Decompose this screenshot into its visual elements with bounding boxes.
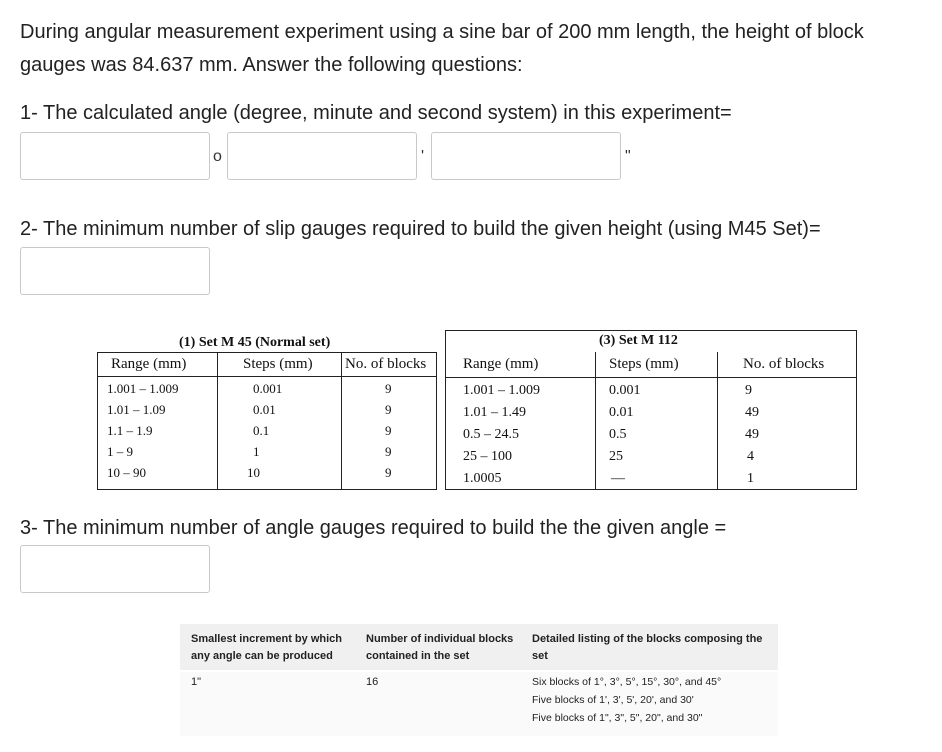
second-symbol: " bbox=[625, 148, 631, 165]
angle-listing-line: Five blocks of 1', 3', 5', 20', and 30' bbox=[532, 694, 694, 706]
degree-input[interactable] bbox=[20, 132, 210, 180]
set3-cell: 1.0005 bbox=[463, 471, 502, 486]
slip-gauge-sets-table bbox=[97, 330, 857, 490]
set3-cell: 0.5 bbox=[609, 427, 627, 442]
set1-cell: 1.001 – 1.009 bbox=[107, 381, 179, 396]
angle-header-increment-line2: any angle can be produced bbox=[191, 650, 333, 662]
angle-listing-line: Six blocks of 1°, 3°, 5°, 15°, 30°, and 45° bbox=[532, 676, 722, 688]
angle-header-count-line1: Number of individual blocks bbox=[366, 633, 514, 645]
question-intro-line1: During angular measurement experiment using a sine bar of 200 mm length, the height of block bbox=[20, 21, 864, 43]
set3-title: (3) Set M 112 bbox=[599, 333, 678, 348]
set3-header-range: Range (mm) bbox=[463, 356, 539, 372]
set1-cell: 0.1 bbox=[253, 423, 270, 438]
set3-header-steps: Steps (mm) bbox=[609, 356, 679, 372]
set3-header-blocks: No. of blocks bbox=[743, 356, 825, 372]
set3-cell: — bbox=[611, 471, 625, 486]
set3-cell: 1.01 – 1.49 bbox=[463, 405, 526, 420]
set1-cell: 9 bbox=[385, 381, 392, 396]
angle-header-count-line2: contained in the set bbox=[366, 650, 470, 662]
set3-cell: 0.5 – 24.5 bbox=[463, 427, 519, 442]
minute-symbol: ' bbox=[421, 148, 425, 165]
set3-cell: 4 bbox=[747, 449, 754, 464]
question-intro-line2: gauges was 84.637 mm. Answer the following questions: bbox=[20, 54, 523, 76]
set3-cell: 0.001 bbox=[609, 383, 641, 398]
angle-count-value: 16 bbox=[366, 676, 379, 688]
q1-label: 1- The calculated angle (degree, minute and second system) in this experiment= bbox=[20, 102, 732, 124]
angle-gauges-input[interactable] bbox=[20, 545, 210, 593]
set3-cell: 1.001 – 1.009 bbox=[463, 383, 540, 398]
set1-cell: 10 – 90 bbox=[107, 465, 146, 480]
set1-header-range: Range (mm) bbox=[111, 356, 187, 372]
set3-cell: 49 bbox=[745, 405, 759, 420]
set1-header-blocks: No. of blocks bbox=[345, 356, 427, 372]
minute-input[interactable] bbox=[227, 132, 417, 180]
slip-gauges-input[interactable] bbox=[20, 247, 210, 295]
angle-listing-line: Five blocks of 1", 3", 5", 20", and 30" bbox=[532, 712, 703, 724]
set1-cell: 9 bbox=[385, 465, 392, 480]
q3-label: 3- The minimum number of angle gauges required to build the the given angle = bbox=[20, 517, 727, 539]
set3-cell: 1 bbox=[747, 471, 754, 486]
set1-cell: 1 bbox=[253, 444, 260, 459]
set3-cell: 0.01 bbox=[609, 405, 634, 420]
set1-header-steps: Steps (mm) bbox=[243, 356, 313, 372]
set3-cell: 25 bbox=[609, 449, 623, 464]
set3-cell: 9 bbox=[745, 383, 752, 398]
q2-label: 2- The minimum number of slip gauges required to build the given height (using M45 Set)= bbox=[20, 218, 821, 240]
set1-cell: 9 bbox=[385, 423, 392, 438]
angle-increment-value: 1" bbox=[191, 676, 202, 688]
angle-header-listing: Detailed listing of the blocks composing the set bbox=[532, 633, 763, 662]
set1-cell: 1.01 – 1.09 bbox=[107, 402, 166, 417]
set1-cell: 9 bbox=[385, 444, 392, 459]
set1-cell: 9 bbox=[385, 402, 392, 417]
angle-gauge-set-table bbox=[180, 624, 778, 736]
second-input[interactable] bbox=[431, 132, 621, 180]
set1-title: (1) Set M 45 (Normal set) bbox=[179, 335, 331, 350]
set1-cell: 0.001 bbox=[253, 381, 283, 396]
set1-cell: 0.01 bbox=[253, 402, 276, 417]
set1-cell: 10 bbox=[247, 465, 260, 480]
set1-cell: 1 – 9 bbox=[107, 444, 133, 459]
set3-cell: 25 – 100 bbox=[463, 449, 512, 464]
angle-header-increment-line1: Smallest increment by which bbox=[191, 633, 342, 645]
set3-cell: 49 bbox=[745, 427, 759, 442]
set1-cell: 1.1 – 1.9 bbox=[107, 423, 153, 438]
degree-symbol: o bbox=[213, 148, 222, 165]
